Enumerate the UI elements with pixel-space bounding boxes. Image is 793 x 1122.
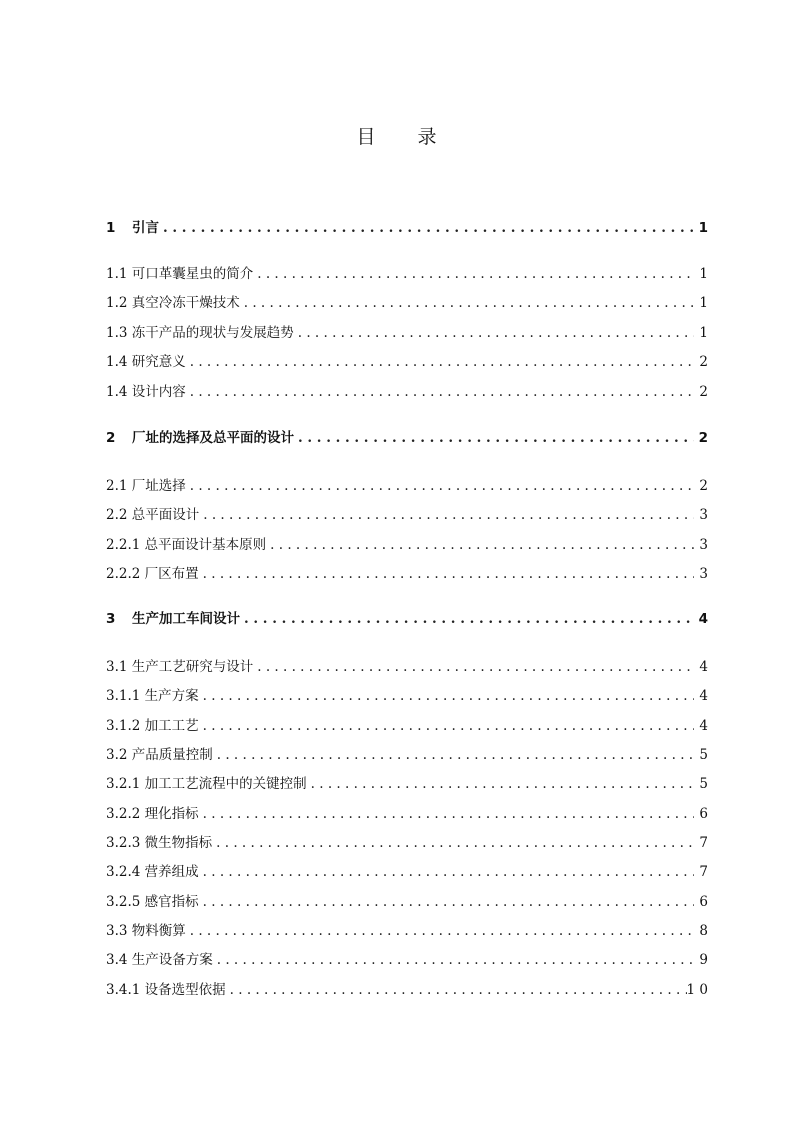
toc-entry[interactable] (106, 890, 708, 910)
chapter-number: 2 (106, 430, 116, 446)
page-number: 4 (699, 718, 708, 734)
toc-entry[interactable] (106, 562, 708, 582)
dot-leader (199, 894, 694, 910)
page-number: 6 (699, 894, 708, 910)
dot-leader (186, 478, 694, 494)
dot-leader (199, 864, 694, 880)
dot-leader (186, 384, 694, 400)
toc-chapter-3[interactable] (106, 607, 708, 627)
toc-entry[interactable] (106, 802, 708, 822)
entry-label: 2.2.2 厂区布置 (106, 566, 199, 582)
entry-label: 1.2 真空冷冻干燥技术 (106, 295, 240, 311)
dot-leader (226, 982, 687, 998)
entry-label: 3.2.1 加工工艺流程中的关键控制 (106, 776, 307, 792)
entry-label: 3.2.2 理化指标 (106, 806, 199, 822)
chapter-label: 1 引言 (106, 220, 159, 236)
toc-entry[interactable] (106, 321, 708, 341)
chapter-label: 2 厂址的选择及总平面的设计 (106, 430, 294, 446)
dot-leader (253, 659, 694, 675)
page-number: 1 (699, 266, 708, 282)
dot-leader (199, 688, 694, 704)
page-number: 6 (699, 806, 708, 822)
toc-entry[interactable] (106, 772, 708, 792)
toc-entry[interactable] (106, 743, 708, 763)
page-number: 4 (699, 688, 708, 704)
toc-entry[interactable] (106, 831, 708, 851)
chapter-number: 1 (106, 220, 116, 236)
entry-label: 3.4.1 设备选型依据 (106, 982, 226, 998)
toc-entry[interactable] (106, 350, 708, 370)
dot-leader (199, 507, 694, 523)
dot-leader (266, 537, 694, 553)
dot-leader (186, 923, 694, 939)
toc-entry[interactable] (106, 262, 708, 282)
page-number: 5 (699, 747, 708, 763)
page-number: 4 (698, 611, 708, 627)
dot-leader (159, 220, 694, 236)
page-number: 7 (699, 835, 708, 851)
dot-leader (186, 354, 694, 370)
entry-label: 3.2 产品质量控制 (106, 747, 213, 763)
entry-label: 3.2.3 微生物指标 (106, 835, 213, 851)
toc-chapter-1[interactable] (106, 216, 708, 236)
dot-leader (199, 806, 694, 822)
page-number: 2 (699, 478, 708, 494)
entry-label: 2.2 总平面设计 (106, 507, 200, 523)
page-number: 8 (699, 923, 708, 939)
page-number: 3 (699, 566, 708, 582)
page-number: 3 (699, 507, 708, 523)
toc-chapter-2[interactable] (106, 426, 708, 446)
toc-entry[interactable] (106, 474, 708, 494)
chapter-number: 3 (106, 611, 116, 627)
entry-label: 1.3 冻干产品的现状与发展趋势 (106, 325, 294, 341)
dot-leader (307, 776, 694, 792)
dot-leader (213, 952, 694, 968)
entry-label: 3.2.5 感官指标 (106, 894, 199, 910)
dot-leader (213, 747, 694, 763)
toc-entry[interactable] (106, 655, 708, 675)
page-number: 5 (699, 776, 708, 792)
page-number: 1 (699, 325, 708, 341)
toc-entry[interactable] (106, 380, 708, 400)
entry-label: 1.4 研究意义 (106, 354, 186, 370)
toc-entry[interactable] (106, 919, 708, 939)
toc-entry[interactable] (106, 714, 708, 734)
page-number: 1 0 (686, 982, 708, 998)
entry-label: 1.4 设计内容 (106, 384, 186, 400)
toc-entry[interactable] (106, 684, 708, 704)
page-number: 7 (699, 864, 708, 880)
toc-entry[interactable] (106, 533, 708, 553)
entry-label: 2.1 厂址选择 (106, 478, 186, 494)
entry-label: 3.1 生产工艺研究与设计 (106, 659, 254, 675)
dot-leader (294, 325, 694, 341)
entry-label: 3.2.4 营养组成 (106, 864, 199, 880)
page-number: 1 (699, 295, 708, 311)
dot-leader (199, 566, 694, 582)
toc-entry[interactable] (106, 948, 708, 968)
toc-entry[interactable] (106, 978, 708, 998)
toc-entry[interactable] (106, 291, 708, 311)
dot-leader (212, 835, 694, 851)
entry-label: 3.4 生产设备方案 (106, 952, 213, 968)
chapter-label: 3 生产加工车间设计 (106, 611, 240, 627)
entry-label: 3.1.2 加工工艺 (106, 718, 199, 734)
dot-leader (199, 718, 694, 734)
toc-entry[interactable] (106, 503, 708, 523)
page-number: 2 (698, 430, 708, 446)
toc-title: 目 录 (356, 126, 455, 148)
toc-entry[interactable] (106, 860, 708, 880)
dot-leader (253, 266, 694, 282)
entry-label: 2.2.1 总平面设计基本原则 (106, 537, 267, 553)
dot-leader (240, 295, 694, 311)
page-number: 2 (699, 384, 708, 400)
page-number: 2 (699, 354, 708, 370)
page-number: 4 (699, 659, 708, 675)
dot-leader (294, 430, 694, 446)
entry-label: 3.1.1 生产方案 (106, 688, 199, 704)
page-number: 9 (699, 952, 708, 968)
page-number: 3 (699, 537, 708, 553)
dot-leader (240, 611, 694, 627)
entry-label: 1.1 可口革囊星虫的简介 (106, 266, 254, 282)
page-number: 1 (698, 220, 708, 236)
entry-label: 3.3 物料衡算 (106, 923, 186, 939)
